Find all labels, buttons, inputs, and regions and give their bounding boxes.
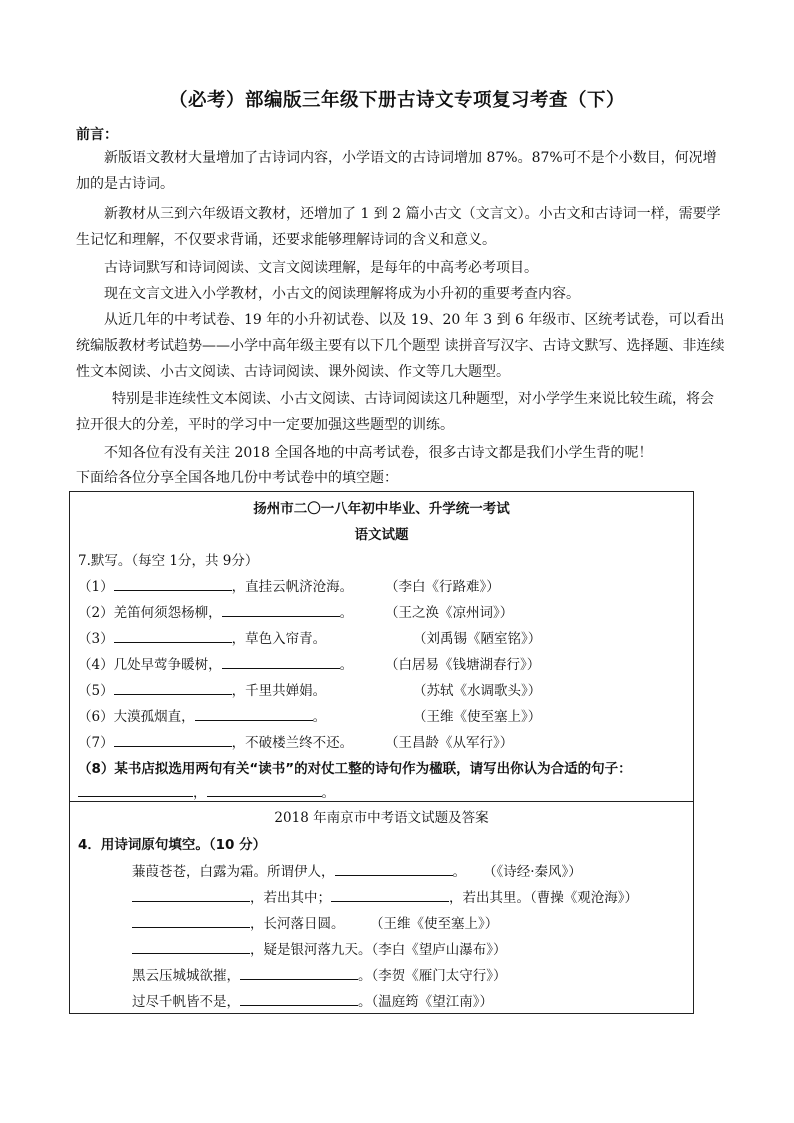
exam2-line-4-source: （李白《望庐山瀑布》） — [371, 942, 507, 958]
exam1-item-6 — [78, 705, 326, 725]
paragraph-7 — [76, 440, 726, 466]
exam1-item-7-source: （王昌龄《从军行》） — [385, 735, 514, 751]
item-text: 几处早莺争暖树， — [113, 657, 222, 673]
paragraph-4 — [76, 281, 726, 307]
item-number: （2） — [78, 605, 114, 621]
answer-blank[interactable] — [132, 939, 250, 954]
exam1-item-4-source: （白居易《钱塘湖春行》） — [385, 657, 541, 673]
exam1-item-7 — [78, 731, 353, 751]
paragraph-5-text: 从近几年的中考试卷、19 年的小升初试卷、以及 19、20 年 3 到 6 年级市、区统考试卷，可以看出统编版教材考试趋势——小学中高年级主要有以下几个题型 读拼音写汉字、古诗文默写、选择题、非连续性文本阅读、小古文阅读、古诗词阅读、课外阅读、作文等几大题型。 — [76, 312, 725, 380]
item-text: 大漠孤烟直， — [113, 709, 195, 725]
answer-blank[interactable] — [78, 782, 193, 797]
answer-blank[interactable] — [132, 887, 250, 902]
paragraph-8 — [76, 465, 726, 491]
item-text: 。 — [452, 864, 466, 880]
exam2-line-1-source: （《诗经·秦风》） — [483, 864, 582, 880]
item-text: ，直挂云帆济沧海。 — [231, 579, 354, 595]
exam1-item-8-answer — [78, 781, 335, 801]
exam1-item-3-source: （刘禹锡《陋室铭》） — [413, 631, 542, 647]
answer-blank[interactable] — [132, 913, 250, 928]
answer-blank[interactable] — [195, 706, 313, 721]
item-text: 。 — [339, 605, 354, 621]
exam2-line-5 — [132, 964, 507, 984]
item-text: 。 — [358, 968, 372, 984]
item-text: 过尽千帆皆不是， — [132, 994, 240, 1010]
item-text: 。 — [358, 994, 372, 1010]
item-text: ，不破楼兰终不还。 — [231, 735, 354, 751]
answer-blank[interactable] — [331, 887, 449, 902]
paragraph-7-text: 不知各位有没有关注 2018 全国各地的中高考试卷，很多古诗文都是我们小学生背的呢！ — [104, 445, 653, 461]
item-number: （6） — [78, 709, 114, 725]
exam2-line-6-source: （温庭筠《望江南》） — [371, 994, 493, 1010]
exam1-item-2-source: （王之涣《凉州词》） — [385, 605, 514, 621]
paragraph-1 — [76, 145, 726, 197]
paragraph-3-text: 古诗词默写和诗词阅读、文言文阅读理解，是每年的中高考必考项目。 — [104, 260, 538, 276]
item-text: ，疑是银河落九天。 — [250, 942, 372, 958]
item-text: ，若出其中； — [250, 890, 331, 906]
answer-blank[interactable] — [114, 732, 232, 747]
item-text: 。 — [312, 709, 327, 725]
exam-box-yangzhou — [69, 491, 694, 802]
exam-box-nanjing — [69, 800, 694, 1014]
exam2-line-3-source: （王维《使至塞上》） — [370, 916, 499, 932]
answer-blank[interactable] — [240, 965, 358, 980]
paragraph-6 — [76, 386, 726, 438]
preface-label: 前言： — [76, 127, 118, 143]
item-text: 。 — [321, 785, 335, 801]
answer-blank[interactable] — [222, 654, 340, 669]
item-text: 羌笛何须怨杨柳， — [113, 605, 222, 621]
exam1-item-2 — [78, 601, 353, 621]
item-number: （3） — [78, 631, 114, 647]
exam1-item-4 — [78, 653, 353, 673]
exam1-question: 7.默写。（每空 1分，共 9分） — [78, 553, 259, 569]
exam2-line-6 — [132, 990, 493, 1010]
exam1-item-1 — [78, 575, 353, 595]
answer-blank[interactable] — [114, 576, 232, 591]
item-text: ，千里共婵娟。 — [231, 683, 327, 699]
document-title: （必考）部编版三年级下册古诗文专项复习考查（下） — [168, 90, 625, 111]
item-number: （7） — [78, 735, 114, 751]
paragraph-2 — [76, 201, 726, 253]
exam1-item-5-source: （苏轼《水调歌头》） — [413, 683, 542, 699]
answer-blank[interactable] — [207, 782, 322, 797]
paragraph-6-text: 特别是非连续性文本阅读、小古文阅读、古诗词阅读这几种题型，对小学学生来说比较生疏，将会拉开很大的分差，平时的学习中一定要加强这些题型的训练。 — [76, 391, 714, 433]
exam1-item-6-source: （王维《使至塞上》） — [413, 709, 542, 725]
exam1-subheading: 语文试题 — [354, 527, 409, 543]
paragraph-8-text: 下面给各位分享全国各地几份中考试卷中的填空题： — [76, 470, 398, 486]
item-text: 黑云压城城欲摧， — [132, 968, 240, 984]
paragraph-2-text: 新教材从三到六年级语文教材，还增加了 1 到 2 篇小古文（文言文）。小古文和古诗词一样，需要学生记忆和理解，不仅要求背诵，还要求能够理解诗词的含义和意义。 — [76, 206, 721, 248]
exam1-item-3 — [78, 627, 326, 647]
exam1-item-5 — [78, 679, 326, 699]
exam1-item-1-source: （李白《行路难》） — [385, 579, 500, 595]
exam2-question: 4．用诗词原句填空。（10 分） — [78, 837, 267, 853]
exam1-item-8: （8）某书店拟选用两句有关“读书”的对仗工整的诗句作为楹联，请写出你认为合适的句子： — [78, 761, 632, 777]
answer-blank[interactable] — [114, 680, 232, 695]
exam2-line-1 — [132, 860, 466, 880]
exam2-line-4 — [132, 938, 507, 958]
paragraph-1-text: 新版语文教材大量增加了古诗词内容，小学语文的古诗词增加 87%。87%可不是个小数目，何况增加的是古诗词。 — [76, 150, 717, 192]
exam2-heading: 2018 年南京市中考语文试题及答案 — [274, 810, 489, 826]
item-number: （4） — [78, 657, 114, 673]
answer-blank[interactable] — [222, 602, 340, 617]
exam1-heading: 扬州市二〇一八年初中毕业、升学统一考试 — [253, 501, 510, 517]
answer-blank[interactable] — [240, 991, 358, 1006]
item-text: ，若出其里。 — [449, 890, 530, 906]
exam2-line-3 — [132, 912, 345, 932]
item-number: （5） — [78, 683, 114, 699]
exam2-line-2-source: （曹操《观沧海》） — [530, 890, 638, 906]
item-text: ， — [193, 785, 207, 801]
paragraph-5 — [76, 307, 726, 385]
item-text: ，长河落日圆。 — [250, 916, 345, 932]
item-text: ，草色入帘青。 — [231, 631, 327, 647]
exam2-line-2 — [132, 886, 638, 906]
exam2-line-5-source: （李贺《雁门太守行》） — [371, 968, 507, 984]
paragraph-3 — [76, 255, 726, 281]
item-text: 。 — [339, 657, 354, 673]
answer-blank[interactable] — [335, 861, 453, 876]
item-text: 蒹葭苍苍，白露为霜。所谓伊人， — [132, 864, 335, 880]
paragraph-4-text: 现在文言文进入小学教材，小古文的阅读理解将成为小升初的重要考查内容。 — [104, 286, 580, 302]
item-number: （1） — [78, 579, 114, 595]
answer-blank[interactable] — [114, 628, 232, 643]
